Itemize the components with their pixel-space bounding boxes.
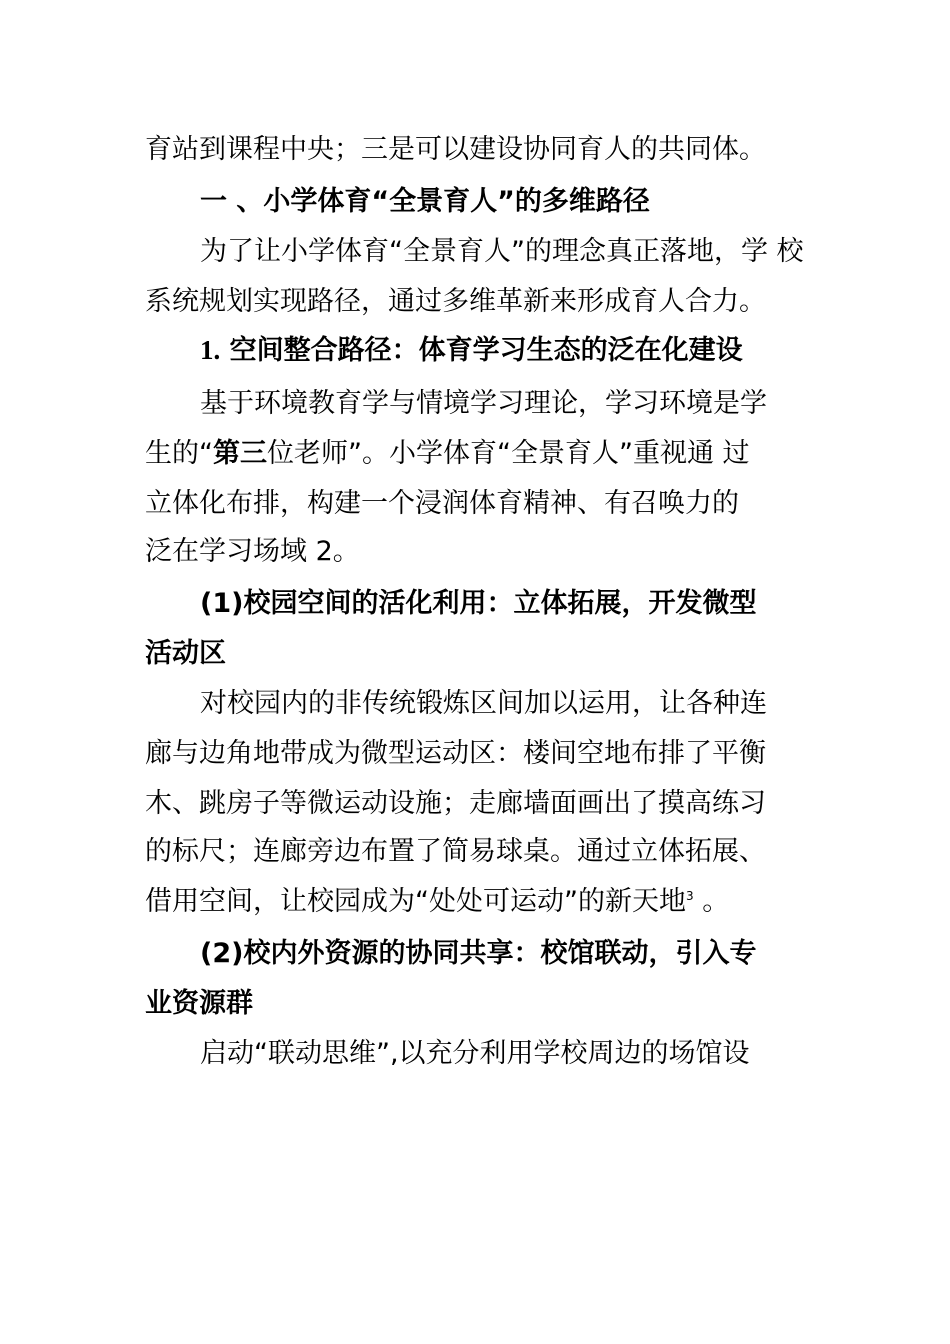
heading-number: 1. <box>200 335 221 365</box>
paragraph-line: 对校园内的非传统锻炼区间加以运用，让各种连 <box>200 688 767 719</box>
text-run: 。 <box>693 886 730 917</box>
text-run: 生的“ <box>145 438 213 469</box>
paragraph-line: 为了让小学体育“全景育人”的理念真正落地，学 校 <box>200 236 804 267</box>
paragraph-line: 木、跳房子等微运动设施；走廊墙面画出了摸高练习 <box>145 788 766 819</box>
paragraph-line: 系统规划实现路径，通过多维革新来形成育人合力。 <box>145 286 766 317</box>
paragraph-line: 泛在学习场域 2。 <box>145 536 360 567</box>
paragraph-line: 廊与边角地带成为微型运动区：楼间空地布排了平衡 <box>145 738 766 769</box>
paragraph-line: 育站到课程中央；三是可以建设协同育人的共同体。 <box>145 134 766 165</box>
bold-text: 第三 <box>213 438 267 469</box>
heading-text: 空间整合路径：体育学习生态的泛在化建设 <box>229 335 743 366</box>
section-heading: 一 、小学体育“全景育人”的多维路径 <box>200 186 650 217</box>
paragraph-line <box>145 882 825 922</box>
text-run: 位老师”。小学体育“全景育人”重视通 过 <box>267 438 750 469</box>
paragraph-line: 启动“联动思维”,以充分利用学校周边的场馆设 <box>200 1038 750 1069</box>
subsection-heading: (2)校内外资源的协同共享：校馆联动，引入专 <box>200 938 757 969</box>
footnote-marker: 3 <box>685 889 694 903</box>
paragraph-line <box>145 434 825 474</box>
subsection-heading: (1)校园空间的活化利用：立体拓展，开发微型 <box>200 588 757 619</box>
subsection-heading: 业资源群 <box>145 988 253 1019</box>
text-run: 借用空间，让校园成为“处处可运动”的新天地 <box>145 886 686 917</box>
paragraph-line: 的标尺；连廊旁边布置了简易球桌。通过立体拓展、 <box>145 836 766 867</box>
subsection-heading: 活动区 <box>145 638 226 669</box>
subsection-heading <box>200 330 880 371</box>
paragraph-line: 立体化布排，构建一个浸润体育精神、有召唤力的 <box>145 488 739 519</box>
paragraph-line: 基于环境教育学与情境学习理论，学习环境是学 <box>200 388 767 419</box>
